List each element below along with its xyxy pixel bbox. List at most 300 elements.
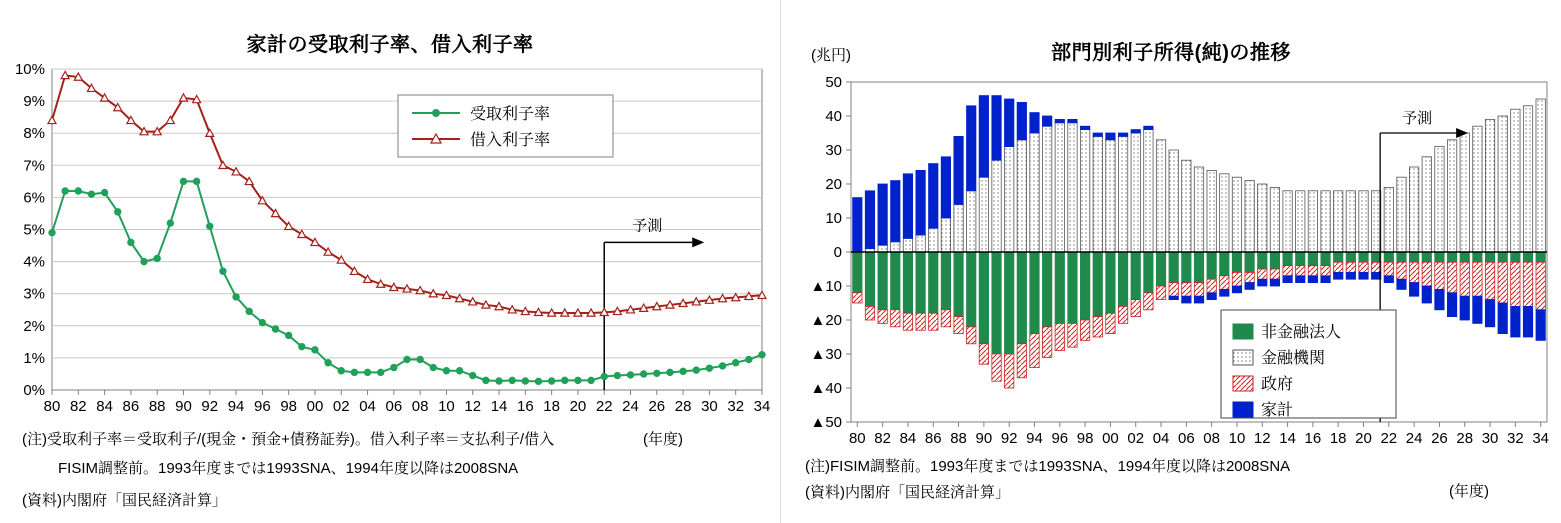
- bar-segment: [1384, 187, 1393, 252]
- bar-segment: [1258, 269, 1267, 279]
- x-tick-label: 18: [543, 398, 560, 415]
- bar-segment: [1169, 283, 1178, 297]
- bar-segment: [929, 228, 938, 252]
- bar-segment: [992, 160, 1001, 252]
- y-tick-label: 30: [825, 142, 842, 159]
- data-point: [128, 239, 134, 245]
- bar-segment: [878, 184, 887, 245]
- bar-segment: [929, 252, 938, 313]
- bar-segment: [1258, 184, 1267, 252]
- bar-segment: [1346, 191, 1355, 252]
- bar-segment: [1460, 252, 1469, 262]
- bar-segment: [1270, 279, 1279, 286]
- x-tick-label: 86: [924, 430, 942, 447]
- bar-segment: [1220, 174, 1229, 252]
- bar-segment: [1523, 306, 1532, 337]
- data-point: [299, 343, 305, 349]
- data-point: [233, 294, 239, 300]
- bar-segment: [1068, 252, 1077, 323]
- bar-segment: [1460, 133, 1469, 252]
- x-tick-label: 96: [254, 398, 271, 415]
- y-tick-label: 5%: [23, 221, 45, 239]
- bar-segment: [1435, 262, 1444, 289]
- bar-segment: [1536, 262, 1545, 310]
- bar-segment: [1447, 140, 1456, 252]
- y-tick-label: ▲50: [810, 414, 842, 431]
- y-tick-label: 8%: [23, 125, 45, 143]
- bar-segment: [1460, 262, 1469, 296]
- bar-segment: [1523, 262, 1532, 306]
- bar-segment: [941, 252, 950, 310]
- bar-segment: [1321, 266, 1330, 276]
- bar-segment: [1359, 262, 1368, 272]
- bar-segment: [891, 252, 900, 310]
- x-tick-label: 84: [899, 430, 917, 447]
- bar-segment: [1131, 300, 1140, 317]
- x-tick-label: 12: [464, 398, 482, 415]
- bar-segment: [1359, 272, 1368, 279]
- right-chart-panel: [781, 0, 1561, 523]
- bar-segment: [1536, 310, 1545, 341]
- data-point: [759, 351, 765, 357]
- bar-segment: [1296, 252, 1305, 266]
- bar-segment: [1283, 266, 1292, 276]
- bar-segment: [903, 313, 912, 330]
- right-chart-svg: [781, 60, 1561, 450]
- bar-segment: [1131, 133, 1140, 252]
- y-tick-label: 50: [825, 74, 842, 91]
- bar-segment: [1460, 296, 1469, 320]
- bar-segment: [1435, 289, 1444, 309]
- bar-segment: [1156, 286, 1165, 300]
- x-tick-label: 12: [1253, 430, 1271, 447]
- bar-segment: [1321, 191, 1330, 252]
- bar-segment: [1106, 252, 1115, 313]
- bar-segment: [1194, 296, 1203, 303]
- bar-segment: [1220, 289, 1229, 296]
- bar-segment: [1004, 147, 1013, 252]
- bar-segment: [1030, 113, 1039, 133]
- bar-segment: [1473, 126, 1482, 252]
- data-point: [470, 372, 476, 378]
- x-tick-label: 04: [359, 398, 376, 415]
- bar-segment: [1334, 272, 1343, 279]
- bar-segment: [1473, 262, 1482, 296]
- left-note-2: FISIM調整前。1993年度までは1993SNA、1994年度以降は2008SNA: [58, 460, 519, 477]
- data-point: [575, 377, 581, 383]
- bar-segment: [1245, 283, 1254, 290]
- right-note-1: (注)FISIM調整前。1993年度までは1993SNA、1994年度以降は2008SNA: [805, 458, 1291, 475]
- bar-segment: [1384, 276, 1393, 283]
- bar-segment: [1258, 279, 1267, 286]
- bar-segment: [1296, 266, 1305, 276]
- bar-segment: [941, 218, 950, 252]
- bar-segment: [1144, 126, 1153, 129]
- bar-segment: [878, 252, 887, 310]
- x-tick-label: 98: [1076, 430, 1094, 447]
- x-tick-label: 20: [569, 398, 587, 415]
- bar-segment: [1498, 252, 1507, 262]
- bar-segment: [1359, 191, 1368, 252]
- bar-segment: [1144, 252, 1153, 293]
- bar-segment: [1308, 191, 1317, 252]
- bar-segment: [1055, 119, 1064, 122]
- bar-segment: [853, 293, 862, 303]
- x-tick-label: 14: [490, 398, 508, 415]
- bar-segment: [1498, 262, 1507, 303]
- bar-segment: [878, 245, 887, 252]
- bar-segment: [1283, 252, 1292, 266]
- bar-segment: [1258, 252, 1267, 269]
- data-point: [167, 220, 173, 226]
- bar-segment: [1194, 167, 1203, 252]
- legend-marker: [432, 109, 440, 117]
- x-tick-label: 24: [622, 398, 639, 415]
- x-tick-label: 30: [701, 398, 718, 415]
- bar-segment: [1017, 102, 1026, 139]
- bar-segment: [1308, 252, 1317, 266]
- data-point: [391, 364, 397, 370]
- bar-segment: [1106, 313, 1115, 333]
- data-point: [325, 360, 331, 366]
- bar-segment: [903, 238, 912, 252]
- x-tick-label: 88: [950, 430, 967, 447]
- data-point: [141, 258, 147, 264]
- bar-segment: [1473, 296, 1482, 323]
- x-tick-label: 08: [411, 398, 429, 415]
- data-point: [312, 347, 318, 353]
- bar-segment: [967, 106, 976, 191]
- y-tick-label: 10: [825, 210, 842, 227]
- bar-segment: [1194, 283, 1203, 297]
- data-point: [180, 178, 186, 184]
- bar-segment: [1498, 116, 1507, 252]
- bar-segment: [1511, 252, 1520, 262]
- data-point: [654, 370, 660, 376]
- x-tick-label: 98: [280, 398, 298, 415]
- data-point: [548, 378, 554, 384]
- bar-segment: [1106, 140, 1115, 252]
- bar-segment: [954, 204, 963, 252]
- bar-segment: [1131, 130, 1140, 133]
- bar-segment: [1485, 252, 1494, 262]
- left-chart-title: 家計の受取利子率、借入利子率: [246, 34, 534, 56]
- bar-segment: [1346, 262, 1355, 272]
- bar-segment: [1245, 181, 1254, 252]
- bar-segment: [979, 96, 988, 178]
- bar-segment: [1030, 252, 1039, 334]
- bar-segment: [1536, 252, 1545, 262]
- bar-segment: [1080, 320, 1089, 340]
- bar-segment: [916, 252, 925, 313]
- data-point: [535, 378, 541, 384]
- bar-segment: [1296, 191, 1305, 252]
- bar-segment: [1068, 123, 1077, 252]
- bar-segment: [1447, 262, 1456, 293]
- x-tick-label: 88: [148, 398, 166, 415]
- bar-segment: [1118, 306, 1127, 323]
- bar-segment: [1245, 272, 1254, 282]
- y-tick-label: 0%: [23, 382, 45, 399]
- data-point: [88, 191, 94, 197]
- y-tick-label: 1%: [23, 349, 45, 367]
- data-point: [522, 378, 528, 384]
- y-tick-label: 40: [825, 108, 842, 125]
- bar-segment: [916, 170, 925, 235]
- bar-segment: [1397, 279, 1406, 289]
- x-tick-label: 94: [227, 398, 245, 415]
- bar-segment: [992, 96, 1001, 161]
- y-tick-label: ▲40: [810, 380, 842, 397]
- bar-segment: [979, 344, 988, 364]
- bar-segment: [1207, 279, 1216, 293]
- x-tick-label: 22: [595, 398, 613, 415]
- legend-label: 借入利子率: [470, 132, 551, 149]
- x-tick-label: 06: [385, 398, 403, 415]
- bar-segment: [1485, 300, 1494, 327]
- bar-segment: [929, 164, 938, 229]
- bar-segment: [1030, 334, 1039, 368]
- bar-segment: [1409, 262, 1418, 282]
- bar-segment: [1334, 252, 1343, 262]
- bar-segment: [1182, 283, 1191, 297]
- bar-segment: [1068, 323, 1077, 347]
- data-point: [588, 377, 594, 383]
- data-point: [719, 363, 725, 369]
- x-tick-label: 32: [1507, 430, 1524, 447]
- bar-segment: [1270, 187, 1279, 252]
- data-point: [259, 319, 265, 325]
- data-point: [706, 365, 712, 371]
- bar-segment: [1422, 262, 1431, 286]
- bar-segment: [1055, 323, 1064, 350]
- bar-segment: [979, 252, 988, 344]
- data-point: [496, 378, 502, 384]
- x-tick-label: 10: [438, 398, 455, 415]
- legend-swatch: [1233, 376, 1253, 391]
- bar-segment: [1422, 157, 1431, 252]
- legend-label: 非金融法人: [1261, 324, 1342, 341]
- x-tick-label: 18: [1329, 430, 1347, 447]
- data-point: [733, 360, 739, 366]
- y-tick-label: 10%: [14, 61, 45, 78]
- bar-segment: [1346, 252, 1355, 262]
- bar-segment: [1194, 252, 1203, 283]
- x-tick-label: 08: [1203, 430, 1220, 447]
- data-point: [746, 356, 752, 362]
- data-point: [614, 372, 620, 378]
- bar-segment: [891, 242, 900, 252]
- bar-segment: [1232, 177, 1241, 252]
- bar-segment: [1384, 262, 1393, 276]
- bar-segment: [1384, 252, 1393, 262]
- legend-swatch: [1233, 402, 1253, 417]
- bar-segment: [1371, 252, 1380, 262]
- bar-segment: [1017, 252, 1026, 344]
- bar-segment: [1485, 119, 1494, 252]
- bar-segment: [1473, 252, 1482, 262]
- bar-segment: [865, 306, 874, 320]
- bar-segment: [1182, 296, 1191, 303]
- bar-segment: [1232, 252, 1241, 272]
- bar-segment: [853, 252, 862, 293]
- bar-segment: [1523, 106, 1532, 252]
- x-tick-label: 10: [1228, 430, 1246, 447]
- data-point: [562, 377, 568, 383]
- bar-segment: [1283, 191, 1292, 252]
- bar-segment: [1220, 276, 1229, 290]
- bar-segment: [1422, 252, 1431, 262]
- bar-segment: [1485, 262, 1494, 299]
- data-point: [62, 188, 68, 194]
- x-tick-label: 34: [1532, 430, 1550, 447]
- bar-segment: [1131, 252, 1140, 300]
- bar-segment: [878, 310, 887, 324]
- x-tick-label: 00: [1102, 430, 1119, 447]
- bar-segment: [1397, 177, 1406, 252]
- left-note-3: (資料)内閣府「国民経済計算」: [22, 492, 227, 509]
- data-point: [364, 369, 370, 375]
- x-tick-label: 82: [874, 430, 891, 447]
- bar-segment: [941, 310, 950, 327]
- y-tick-label: ▲30: [810, 346, 842, 363]
- legend-label: 金融機関: [1261, 350, 1326, 367]
- x-tick-label: 82: [69, 398, 87, 415]
- data-point: [417, 356, 423, 362]
- bar-segment: [1220, 252, 1229, 276]
- bar-segment: [1232, 272, 1241, 286]
- left-chart-svg: [0, 55, 780, 435]
- legend-swatch: [1233, 324, 1253, 339]
- data-point: [351, 369, 357, 375]
- x-tick-label: 00: [306, 398, 324, 415]
- bar-segment: [967, 327, 976, 344]
- bar-segment: [1093, 133, 1102, 136]
- y-tick-label: 3%: [23, 285, 45, 303]
- bar-segment: [1207, 293, 1216, 300]
- y-tick-label: 7%: [23, 157, 45, 175]
- x-tick-label: 80: [43, 398, 61, 415]
- bar-segment: [1080, 130, 1089, 252]
- bar-segment: [1118, 252, 1127, 306]
- bar-segment: [1397, 262, 1406, 279]
- bar-segment: [1042, 126, 1051, 252]
- bar-segment: [1397, 252, 1406, 262]
- data-point: [246, 308, 252, 314]
- bar-segment: [1182, 160, 1191, 252]
- bar-segment: [903, 252, 912, 313]
- bar-segment: [967, 252, 976, 327]
- data-point: [601, 373, 607, 379]
- legend-label: 受取利子率: [470, 106, 551, 123]
- left-xaxis-unit: (年度): [643, 431, 683, 448]
- forecast-label: 予測: [632, 217, 663, 235]
- x-tick-label: 90: [175, 398, 192, 415]
- bar-segment: [1283, 276, 1292, 283]
- y-tick-label: 6%: [23, 189, 45, 207]
- bar-segment: [1093, 252, 1102, 317]
- bar-segment: [1321, 252, 1330, 266]
- x-tick-label: 86: [122, 398, 140, 415]
- x-tick-label: 26: [648, 398, 666, 415]
- bar-segment: [1308, 276, 1317, 283]
- x-tick-label: 84: [96, 398, 113, 415]
- x-tick-label: 92: [201, 398, 219, 415]
- data-point: [693, 367, 699, 373]
- bar-segment: [1232, 286, 1241, 293]
- data-point: [101, 189, 107, 195]
- bar-segment: [1080, 252, 1089, 320]
- bar-segment: [853, 198, 862, 252]
- bar-segment: [979, 177, 988, 252]
- bar-segment: [1409, 167, 1418, 252]
- bar-segment: [1055, 252, 1064, 323]
- bar-segment: [1207, 252, 1216, 279]
- x-tick-label: 80: [848, 430, 866, 447]
- bar-segment: [1004, 99, 1013, 147]
- data-point: [443, 368, 449, 374]
- bar-segment: [1017, 140, 1026, 252]
- y-tick-label: 0: [833, 244, 842, 261]
- bar-segment: [1498, 303, 1507, 334]
- bar-segment: [1409, 283, 1418, 297]
- bar-segment: [1447, 293, 1456, 317]
- data-point: [338, 368, 344, 374]
- bar-segment: [1106, 133, 1115, 140]
- x-tick-label: 04: [1152, 430, 1170, 447]
- data-point: [272, 326, 278, 332]
- x-tick-label: 26: [1431, 430, 1448, 447]
- x-tick-label: 16: [1304, 430, 1322, 447]
- bar-segment: [1371, 272, 1380, 279]
- data-point: [378, 369, 384, 375]
- legend-label: 政府: [1261, 376, 1294, 393]
- bar-segment: [1030, 133, 1039, 252]
- bar-segment: [1144, 130, 1153, 252]
- bar-segment: [1055, 123, 1064, 252]
- bar-segment: [1536, 99, 1545, 252]
- bar-segment: [1017, 344, 1026, 378]
- bar-segment: [1207, 170, 1216, 252]
- bar-segment: [1042, 252, 1051, 327]
- bar-segment: [1296, 276, 1305, 283]
- bar-segment: [1004, 252, 1013, 354]
- forecast-label: 予測: [1402, 110, 1433, 127]
- data-point: [667, 369, 673, 375]
- data-point: [430, 364, 436, 370]
- x-tick-label: 92: [1000, 430, 1018, 447]
- bar-segment: [1511, 262, 1520, 306]
- x-tick-label: 90: [975, 430, 993, 447]
- x-tick-label: 28: [1456, 430, 1474, 447]
- right-chart-title: 部門別利子所得(純)の推移: [1051, 42, 1291, 64]
- x-tick-label: 94: [1026, 430, 1043, 447]
- y-tick-label: ▲10: [810, 278, 842, 295]
- bar-segment: [1169, 150, 1178, 252]
- bar-segment: [941, 157, 950, 218]
- x-tick-label: 06: [1178, 430, 1195, 447]
- bar-segment: [916, 313, 925, 330]
- data-point: [207, 223, 213, 229]
- data-point: [680, 368, 686, 374]
- bar-segment: [1245, 252, 1254, 272]
- bar-segment: [1118, 133, 1127, 136]
- bar-segment: [1156, 252, 1165, 286]
- bar-segment: [954, 136, 963, 204]
- bar-segment: [992, 252, 1001, 354]
- bar-segment: [1270, 269, 1279, 279]
- bar-segment: [1144, 293, 1153, 310]
